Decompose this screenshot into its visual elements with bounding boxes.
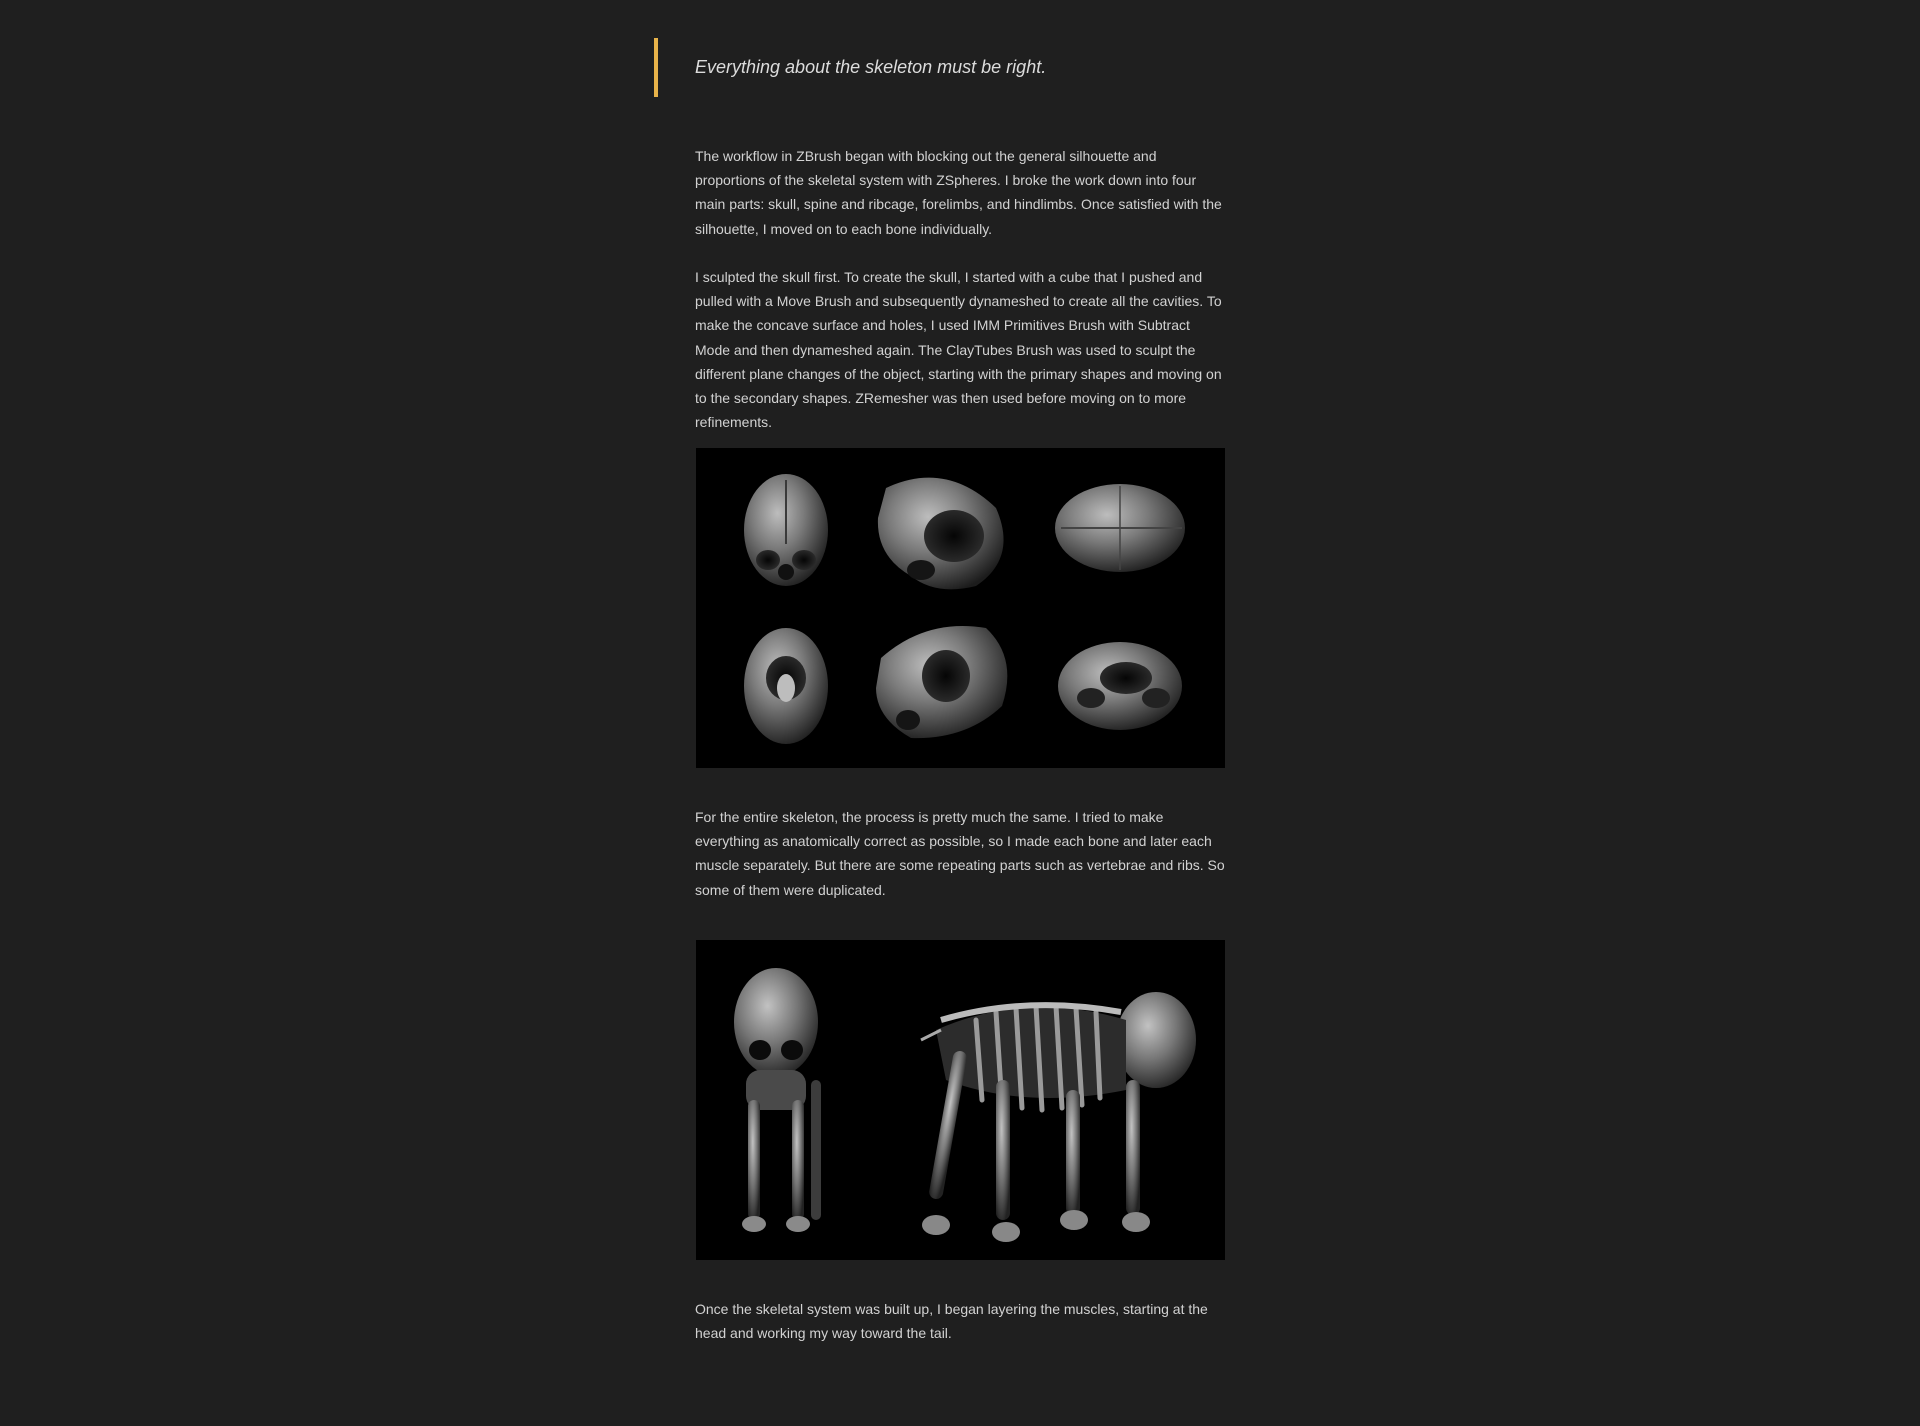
- skull-side-view: [878, 478, 1004, 590]
- skeleton-renders-image: [696, 940, 1225, 1260]
- paragraph-entire-skeleton: For the entire skeleton, the process is pretty much the same. I tried to make everything as anatomically correct as possible, so I made each bone and later each muscle separately. But there are some repeating parts such as vertebrae and ribs. So some of them were duplicated.: [695, 809, 1225, 898]
- skull-renders-image: [696, 448, 1225, 768]
- skull-top-view: [1055, 484, 1185, 572]
- skull-renders-svg: [696, 448, 1225, 768]
- skull-three-quarter-view: [876, 626, 1007, 738]
- skeleton-renders-svg: [696, 940, 1225, 1260]
- paragraph-skull-sculpting: I sculpted the skull first. To create the skull, I started with a cube that I pushed and pulled with a Move Brush and subsequently dynameshed to create all the cavities. To make the concave surface and holes, I used IMM Primitives Brush with Subtract Mode and then dynameshed again. The ClayTubes Brush was used to sculpt the different plane changes of the object, starting with the primary shapes and moving on to the secondary shapes. ZRemesher was then used before moving on to more refinements.: [695, 269, 1222, 431]
- skeleton-front-view: [734, 968, 821, 1232]
- blockquote-text: Everything about the skeleton must be right.: [695, 57, 1047, 77]
- blockquote-accent-bar: [654, 38, 658, 97]
- skull-bottom-view: [1058, 642, 1182, 730]
- skull-front-view: [744, 474, 828, 586]
- skeleton-side-view: [921, 992, 1196, 1242]
- paragraph-zbrush-workflow: The workflow in ZBrush began with blocking out the general silhouette and proportions of the skeletal system with ZSpheres. I broke the work down into four main parts: skull, spine and ribcage, forelimbs, and hindlimbs. Once satisfied with the silhouette, I moved on to each bone individually.: [695, 148, 1222, 237]
- paragraph-muscle-layering: Once the skeletal system was built up, I began layering the muscles, starting at the head and working my way toward the tail.: [695, 1301, 1208, 1342]
- skull-back-view: [744, 628, 828, 744]
